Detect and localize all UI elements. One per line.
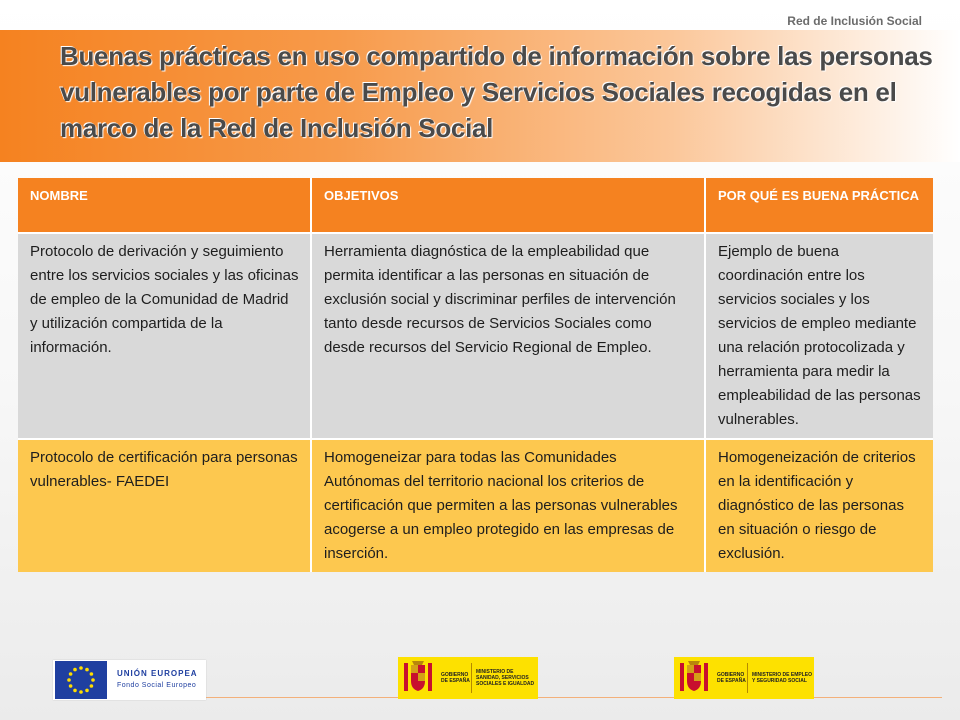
header-por-que: POR QUÉ ES BUENA PRÁCTICA — [706, 178, 933, 234]
brand-label: Red de Inclusión Social — [787, 14, 922, 28]
fse-label: Fondo Social Europeo — [117, 682, 197, 689]
spain-coat-of-arms-icon — [674, 657, 714, 699]
cell-por-que: Homogeneización de criterios en la identificación y diagnóstico de las personas en situación o riesgo de exclusión. — [706, 440, 933, 572]
header-nombre: NOMBRE — [18, 178, 312, 234]
ministerio-label: MINISTERIO DE SANIDAD, SERVICIOS SOCIALES E IGUALDAD — [476, 669, 535, 687]
ministerio-sanidad-logo — [398, 657, 538, 699]
slide-title: Buenas prácticas en uso compartido de información sobre las personas vulnerables por parte de Empleo y Servicios Sociales recogidas en el marco de la Red de Inclusión Social — [60, 41, 933, 143]
logo-separator — [747, 663, 748, 693]
eu-flag-icon — [55, 661, 107, 699]
best-practices-table — [18, 178, 933, 572]
eu-logo — [53, 660, 206, 700]
cell-nombre: Protocolo de certificación para personas vulnerables- FAEDEI — [18, 440, 312, 572]
gobierno-label: GOBIERNO DE ESPAÑA — [441, 672, 470, 684]
cell-por-que: Ejemplo de buena coordinación entre los servicios sociales y los servicios de empleo mediante una relación protocolizada y herramienta para medir la empleabilidad de las personas vulnerables. — [706, 234, 933, 440]
cell-nombre: Protocolo de derivación y seguimiento entre los servicios sociales y las oficinas de empleo de la Comunidad de Madrid y utilización compartida de la información. — [18, 234, 312, 440]
table-header-row — [18, 178, 933, 234]
ministerio-empleo-logo — [674, 657, 814, 699]
header-objetivos: OBJETIVOS — [312, 178, 706, 234]
cell-objetivos: Herramienta diagnóstica de la empleabilidad que permita identificar a las personas en situación de exclusión social y discriminar perfiles de intervención tanto desde recursos de Servicios Sociales como desde recursos del Servicio Regional de Empleo. — [312, 234, 706, 440]
ministerio-label: MINISTERIO DE EMPLEO Y SEGURIDAD SOCIAL — [752, 672, 813, 684]
eu-label: UNIÓN EUROPEA — [117, 669, 198, 678]
table-row — [18, 440, 933, 572]
cell-objetivos: Homogeneizar para todas las Comunidades Autónomas del territorio nacional los criterios de certificación que permiten a las personas vulnerables acogerse a un empleo protegido en las empresas de inserción. — [312, 440, 706, 572]
spain-coat-of-arms-icon — [398, 657, 438, 699]
table-row — [18, 234, 933, 440]
logo-separator — [471, 663, 472, 693]
gobierno-label: GOBIERNO DE ESPAÑA — [717, 672, 746, 684]
